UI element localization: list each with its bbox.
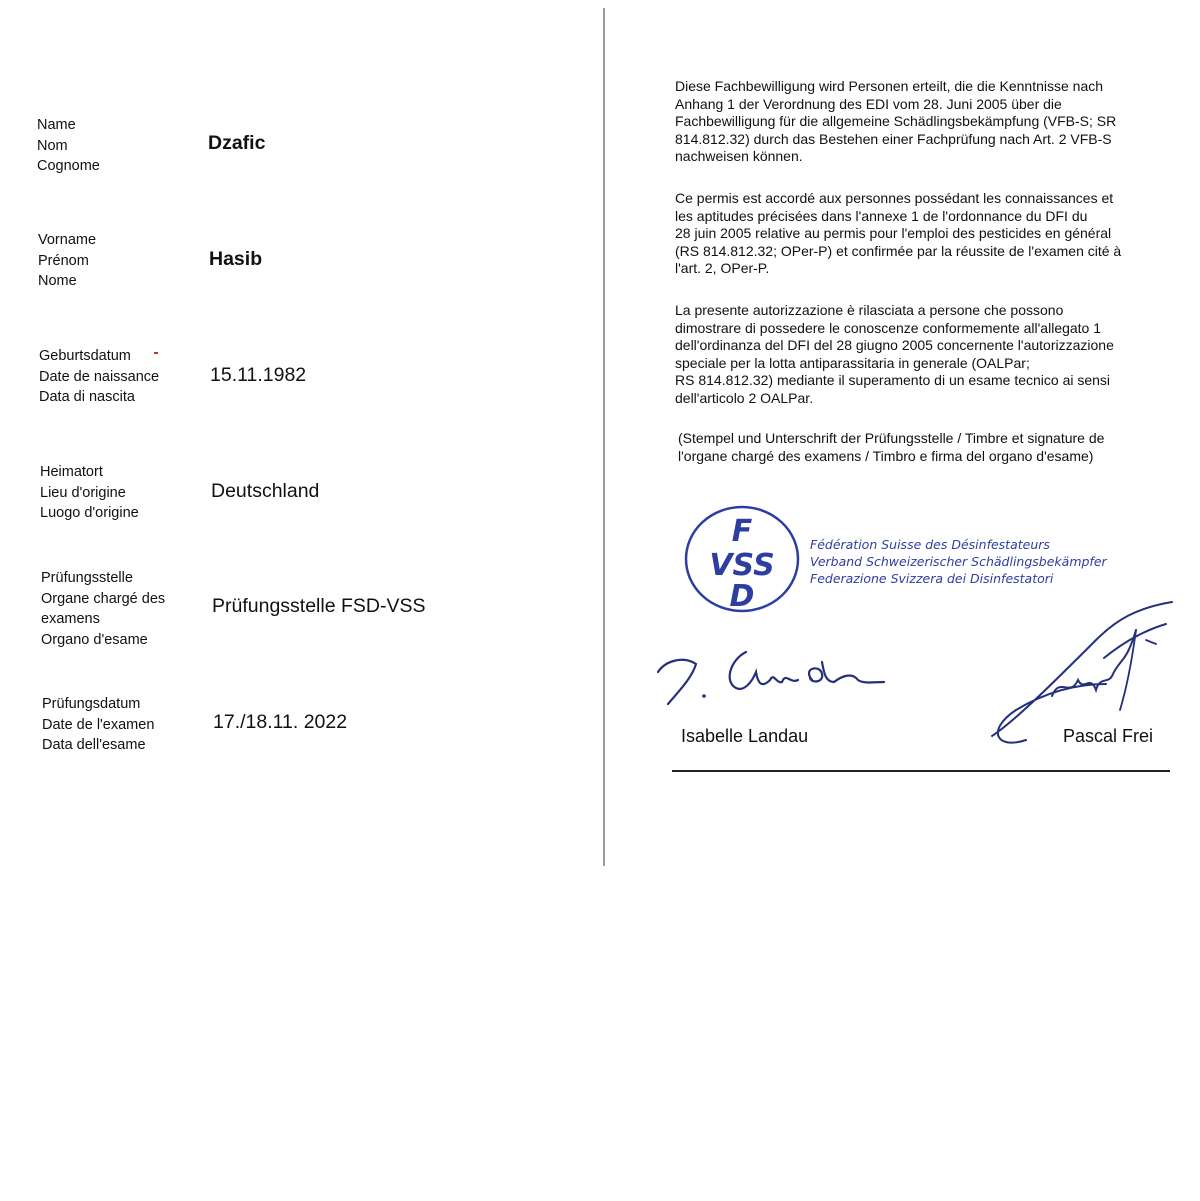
signer-name-right: Pascal Frei bbox=[1063, 726, 1154, 746]
label-de: Prüfungsdatum bbox=[42, 696, 141, 712]
label-de: Geburtsdatum bbox=[39, 348, 131, 364]
paragraph-line: La presente autorizzazione è rilasciata a persone che possono bbox=[675, 302, 1064, 318]
paragraph-italian bbox=[675, 302, 1175, 408]
label-de: Name bbox=[37, 117, 76, 133]
signer-name-left: Isabelle Landau bbox=[681, 726, 809, 746]
svg-text:VSS: VSS bbox=[709, 548, 775, 583]
label-it: Data di nascita bbox=[39, 389, 135, 405]
paragraph-line: l'organe chargé des examens / Timbro e firma del organo d'esame) bbox=[678, 447, 1094, 464]
stamp-line-fr: Fédération Suisse des Désinfestateurs bbox=[810, 537, 1050, 552]
paragraph-line: speciale per la lotta antiparassitaria in generale (OALPar; bbox=[675, 354, 1030, 371]
label-fr: Date de l'examen bbox=[42, 716, 155, 733]
label-de: Prüfungsstelle bbox=[41, 570, 133, 586]
field-name-labels bbox=[37, 115, 100, 177]
paragraph-line: dell'articolo 2 OALPar. bbox=[675, 389, 814, 406]
label-de: Heimatort bbox=[40, 464, 103, 480]
label-it: Cognome bbox=[37, 158, 100, 174]
paragraph-line: Fachbewilligung für die allgemeine Schädlingsbekämpfung (VFB-S; SR bbox=[675, 113, 1117, 130]
paragraph-line: RS 814.812.32) mediante il superamento di un esame tecnico ai sensi bbox=[675, 372, 1111, 389]
field-origin-labels bbox=[40, 462, 139, 524]
paragraph-line: Ce permis est accordé aux personnes possédant les connaissances et bbox=[675, 190, 1114, 206]
exam-date-value: 17./18.11. 2022 bbox=[213, 711, 348, 733]
svg-text:D: D bbox=[729, 579, 755, 614]
svg-text:F: F bbox=[731, 514, 753, 549]
stamp-line-it: Federazione Svizzera dei Disinfestatori bbox=[810, 571, 1054, 586]
paragraph-line: Diese Fachbewilligung wird Personen erteilt, die die Kenntnisse nach bbox=[675, 78, 1104, 94]
fsd-vss-logo-icon bbox=[684, 505, 800, 613]
stamp-text bbox=[810, 536, 1107, 587]
label-fr: Lieu d'origine bbox=[40, 484, 126, 501]
label-fr: Date de naissance bbox=[39, 368, 160, 385]
paragraph-german bbox=[675, 78, 1175, 166]
paragraph-line: nachweisen können. bbox=[675, 148, 803, 165]
paragraph-line: (RS 814.812.32; OPer-P) et confirmée par la réussite de l'examen cité à bbox=[675, 242, 1122, 259]
name-value: Dzafic bbox=[208, 132, 266, 154]
signature-landau-icon bbox=[652, 642, 892, 712]
field-firstname-labels bbox=[38, 230, 96, 292]
paragraph-line: l'art. 2, OPer-P. bbox=[675, 260, 770, 277]
label-fr: Prénom bbox=[38, 252, 89, 269]
paragraph-line: Anhang 1 der Verordnung des EDI vom 28. Juni 2005 über die bbox=[675, 95, 1062, 112]
firstname-value: Hasib bbox=[209, 248, 263, 270]
label-it: Nome bbox=[38, 273, 77, 289]
exam-body-value: Prüfungsstelle FSD-VSS bbox=[212, 595, 426, 617]
label-fr-cont: examens bbox=[41, 611, 100, 627]
label-it: Data dell'esame bbox=[42, 737, 146, 753]
paragraph-line: dimostrare di possedere le conoscenze conformemente all'allegato 1 bbox=[675, 319, 1102, 336]
label-fr: Organe chargé des bbox=[41, 590, 166, 607]
paragraph-line: (Stempel und Unterschrift der Prüfungsstelle / Timbre et signature de bbox=[678, 430, 1105, 446]
paragraph-line: 814.812.32) durch das Bestehen einer Fachprüfung nach Art. 2 VFB-S bbox=[675, 130, 1112, 147]
paragraph-line: dell'ordinanza del DFI del 28 giugno 2005 concernente l'autorizzazione bbox=[675, 337, 1114, 354]
page-fold-line bbox=[603, 8, 605, 866]
paragraph-line: les aptitudes précisées dans l'annexe 1 de l'ordonnance du DFI du bbox=[675, 207, 1088, 224]
label-de: Vorname bbox=[38, 232, 97, 248]
stamp-line-de: Verband Schweizerischer Schädlingsbekämpfer bbox=[810, 554, 1107, 569]
label-it: Luogo d'origine bbox=[40, 505, 139, 521]
field-birthdate-labels bbox=[39, 346, 159, 408]
field-exam-date-labels bbox=[42, 694, 154, 756]
label-it: Organo d'esame bbox=[41, 631, 148, 648]
label-fr: Nom bbox=[37, 137, 68, 154]
birthdate-value: 15.11.1982 bbox=[210, 364, 307, 386]
paragraph-french bbox=[675, 190, 1175, 278]
origin-value: Deutschland bbox=[211, 480, 320, 502]
signature-line bbox=[672, 770, 1170, 772]
stamp-note bbox=[678, 430, 1178, 465]
field-exam-body-labels bbox=[41, 568, 165, 650]
paragraph-line: 28 juin 2005 relative au permis pour l'emploi des pesticides en général bbox=[675, 225, 1112, 242]
